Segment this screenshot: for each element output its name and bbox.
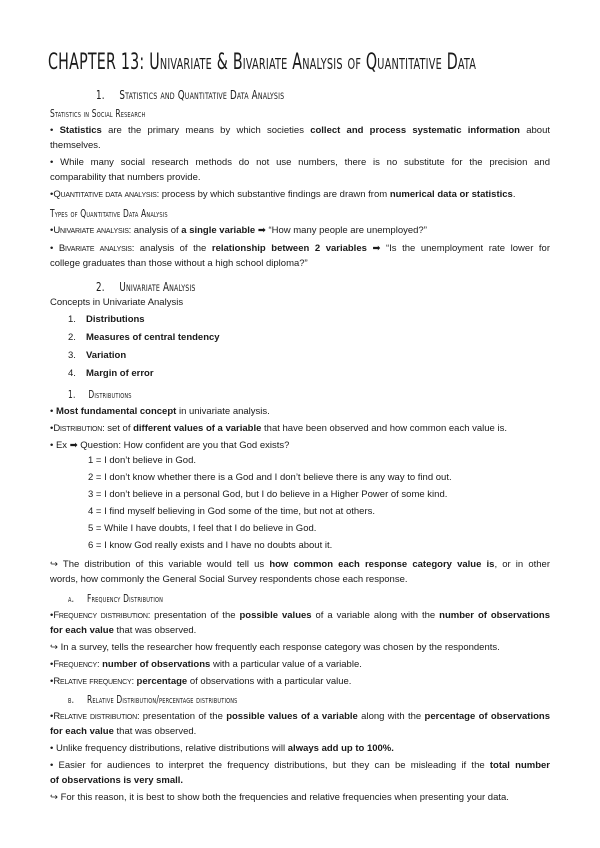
paragraph-line: of observations is very small. — [50, 775, 184, 786]
paragraph-line: words, how commonly the General Social Survey respondents chose each response. — [50, 574, 408, 585]
section-heading-2 — [96, 279, 196, 294]
term-label: Relative distribution: — [53, 711, 140, 722]
section-title: Statistics and Quantitative Data Analysis — [119, 87, 285, 102]
list-number: 3. — [68, 350, 76, 361]
subheading-distributions: 1. Distributions — [68, 389, 132, 401]
paragraph-line: ↪ For this reason, it is best to show both the frequencies and relative frequencies when presenting your data. — [50, 792, 509, 803]
paragraph-line: •Frequency distribution: presentation of the possible values of a variable along with the number of observations — [50, 610, 550, 621]
paragraph-line: college graduates than those without a high school diploma?” — [50, 258, 308, 269]
list-item: Measures of central tendency — [86, 332, 220, 343]
section-title: Univariate Analysis — [119, 279, 196, 294]
paragraph-line: ↪ In a survey, tells the researcher how frequently each response category was chosen by the respondents. — [50, 642, 500, 653]
term-label: Distribution: — [53, 423, 105, 434]
paragraph-line: • Ex ➡ Question: How confident are you that God exists? — [50, 440, 290, 451]
paragraph-line: • While many social research methods do not use numbers, there is no substitute for the precision and — [50, 157, 550, 168]
paragraph-line: •Relative frequency: percentage of observations with a particular value. — [50, 676, 352, 687]
paragraph-line: for each value that was observed. — [50, 625, 197, 636]
term-label: Univariate analysis: — [53, 225, 132, 236]
answer-option: 2 = I don’t know whether there is a God and I don’t believe there is any way to find out. — [88, 472, 452, 483]
paragraph-line: • Statistics are the primary means by which societies collect and process systematic information about — [50, 125, 550, 136]
answer-option: 4 = I find myself believing in God some of the time, but not at others. — [88, 506, 375, 517]
paragraph-line: •Frequency: number of observations with a particular value of a variable. — [50, 659, 362, 670]
list-number: 4. — [68, 368, 76, 379]
paragraph-line: •Univariate analysis: analysis of a single variable ➡ “How many people are unemployed?” — [50, 225, 427, 236]
paragraph-line: •Quantitative data analysis: process by which substantive findings are drawn from numerical data or statistics. — [50, 189, 516, 200]
answer-option: 5 = While I have doubts, I feel that I do believe in God. — [88, 523, 317, 534]
answer-option: 3 = I don’t believe in a personal God, but I do believe in a Higher Power of some kind. — [88, 489, 448, 500]
paragraph-line: for each value that was observed. — [50, 726, 197, 737]
paragraph-line: •Relative distribution: presentation of the possible values of a variable along with the percentage of observations — [50, 711, 551, 722]
answer-option: 1 = I don’t believe in God. — [88, 455, 197, 466]
term-label: Frequency distribution: — [53, 610, 151, 621]
subheading-frequency: a. Frequency Distribution — [68, 593, 164, 605]
section-number: 2. — [96, 279, 105, 294]
section-heading-1 — [96, 87, 284, 102]
list-item: Variation — [86, 350, 127, 361]
list-item: Margin of error — [86, 368, 154, 379]
subheading-statistics: Statistics in Social Research — [50, 108, 146, 120]
list-number: 1. — [68, 314, 76, 325]
subheading-relative: b. Relative Distribution/percentage distributions — [68, 694, 238, 706]
chapter-title: CHAPTER 13: Univariate & Bivariate Analysis of Quantitative Data — [48, 50, 477, 75]
list-item: Distributions — [86, 314, 145, 325]
answer-option: 6 = I know God really exists and I have no doubts about it. — [88, 540, 333, 551]
term-label: Quantitative data analysis: — [53, 189, 160, 200]
term-label: Relative frequency: — [53, 676, 134, 687]
paragraph-line: •Distribution: set of different values of a variable that have been observed and how common each value is. — [50, 423, 507, 434]
paragraph-line: • Bivariate analysis: analysis of the relationship between 2 variables ➡ “Is the unemployment rate lower for — [50, 243, 550, 254]
term-label: Frequency: — [53, 659, 100, 670]
section-number: 1. — [96, 87, 105, 102]
paragraph-line: • Easier for audiences to interpret the frequency distributions, but they can be misleading if the total number — [50, 760, 551, 771]
term-label: Bivariate analysis: — [58, 243, 135, 254]
paragraph-line: comparability that numbers provide. — [50, 172, 201, 183]
paragraph-line: • Most fundamental concept in univariate analysis. — [50, 406, 270, 417]
paragraph-line: themselves. — [50, 140, 101, 151]
subheading-types: Types of Quantitative Data Analysis — [50, 208, 168, 220]
paragraph-line: ↪ The distribution of this variable would tell us how common each response category value is, or in other — [50, 559, 550, 570]
list-number: 2. — [68, 332, 76, 343]
concepts-title: Concepts in Univariate Analysis — [50, 297, 184, 308]
paragraph-line: • Unlike frequency distributions, relative distributions will always add up to 100%. — [50, 743, 394, 754]
